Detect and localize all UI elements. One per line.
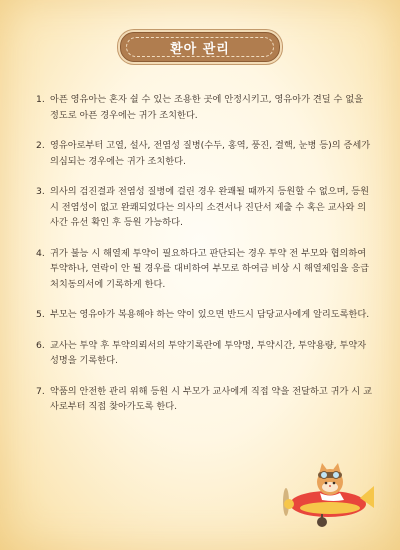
airplane-wing — [300, 502, 360, 514]
rule-item — [36, 384, 372, 415]
title-badge — [120, 32, 280, 62]
rule-item — [36, 184, 372, 231]
rule-text: 의사의 검진결과 전염성 질병에 걸린 경우 완쾌될 때까지 등원할 수 없으며, 등원 시 전염성이 없고 완쾌되었다는 의사의 소견서나 진단서 제출 수 혹은 교사와 의사간 유선 확인 후 등원 가능하다. — [50, 186, 370, 228]
rule-item — [36, 338, 372, 369]
rule-number: 5. — [36, 309, 45, 320]
rules-list — [36, 92, 372, 430]
rule-text: 귀가 불능 시 해열제 투약이 필요하다고 판단되는 경우 투약 전 부모와 협의하여 투약하나, 연락이 안 될 경우를 대비하여 부모로 하여금 비상 시 해열제임을 응급처치동의서에 기록하게 한다. — [50, 247, 370, 290]
rule-text: 약품의 안전한 관리 위해 등원 시 부모가 교사에게 직접 약을 전달하고 귀가 시 교사로부터 직접 찾아가도록 한다. — [50, 385, 372, 412]
title-area — [0, 32, 400, 62]
rule-text: 아픈 영유아는 혼자 쉴 수 있는 조용한 곳에 안정시키고, 영유아가 견딜 수 없을 정도로 아픈 경우에는 귀가 조치한다. — [50, 94, 364, 121]
rule-item — [36, 92, 372, 123]
rule-number: 4. — [36, 247, 45, 259]
rule-number: 3. — [36, 186, 45, 197]
rule-number: 2. — [36, 140, 45, 151]
page-title: 환아 관리 — [170, 41, 230, 57]
rule-text: 교사는 투약 후 투약의뢰서의 투약기록란에 투약명, 투약시간, 투약용량, 투약자 성명을 기록한다. — [50, 339, 367, 366]
cat-pilot-airplane-illustration — [278, 458, 378, 528]
rule-item — [36, 138, 372, 169]
rule-number: 6. — [36, 339, 45, 351]
airplane-wheel — [317, 517, 327, 527]
rule-number: 1. — [36, 94, 45, 105]
rule-number: 7. — [36, 385, 45, 397]
rule-item — [36, 246, 372, 293]
rule-item — [36, 307, 372, 323]
rule-text: 영유아로부터 고열, 설사, 전염성 질병(수두, 홍역, 풍진, 결핵, 눈병 등)의 증세가 의심되는 경우에는 귀가 조치한다. — [50, 140, 371, 167]
rule-text: 부모는 영유아가 복용해야 하는 약이 있으면 반드시 담당교사에게 알리도록한다. — [50, 309, 370, 320]
